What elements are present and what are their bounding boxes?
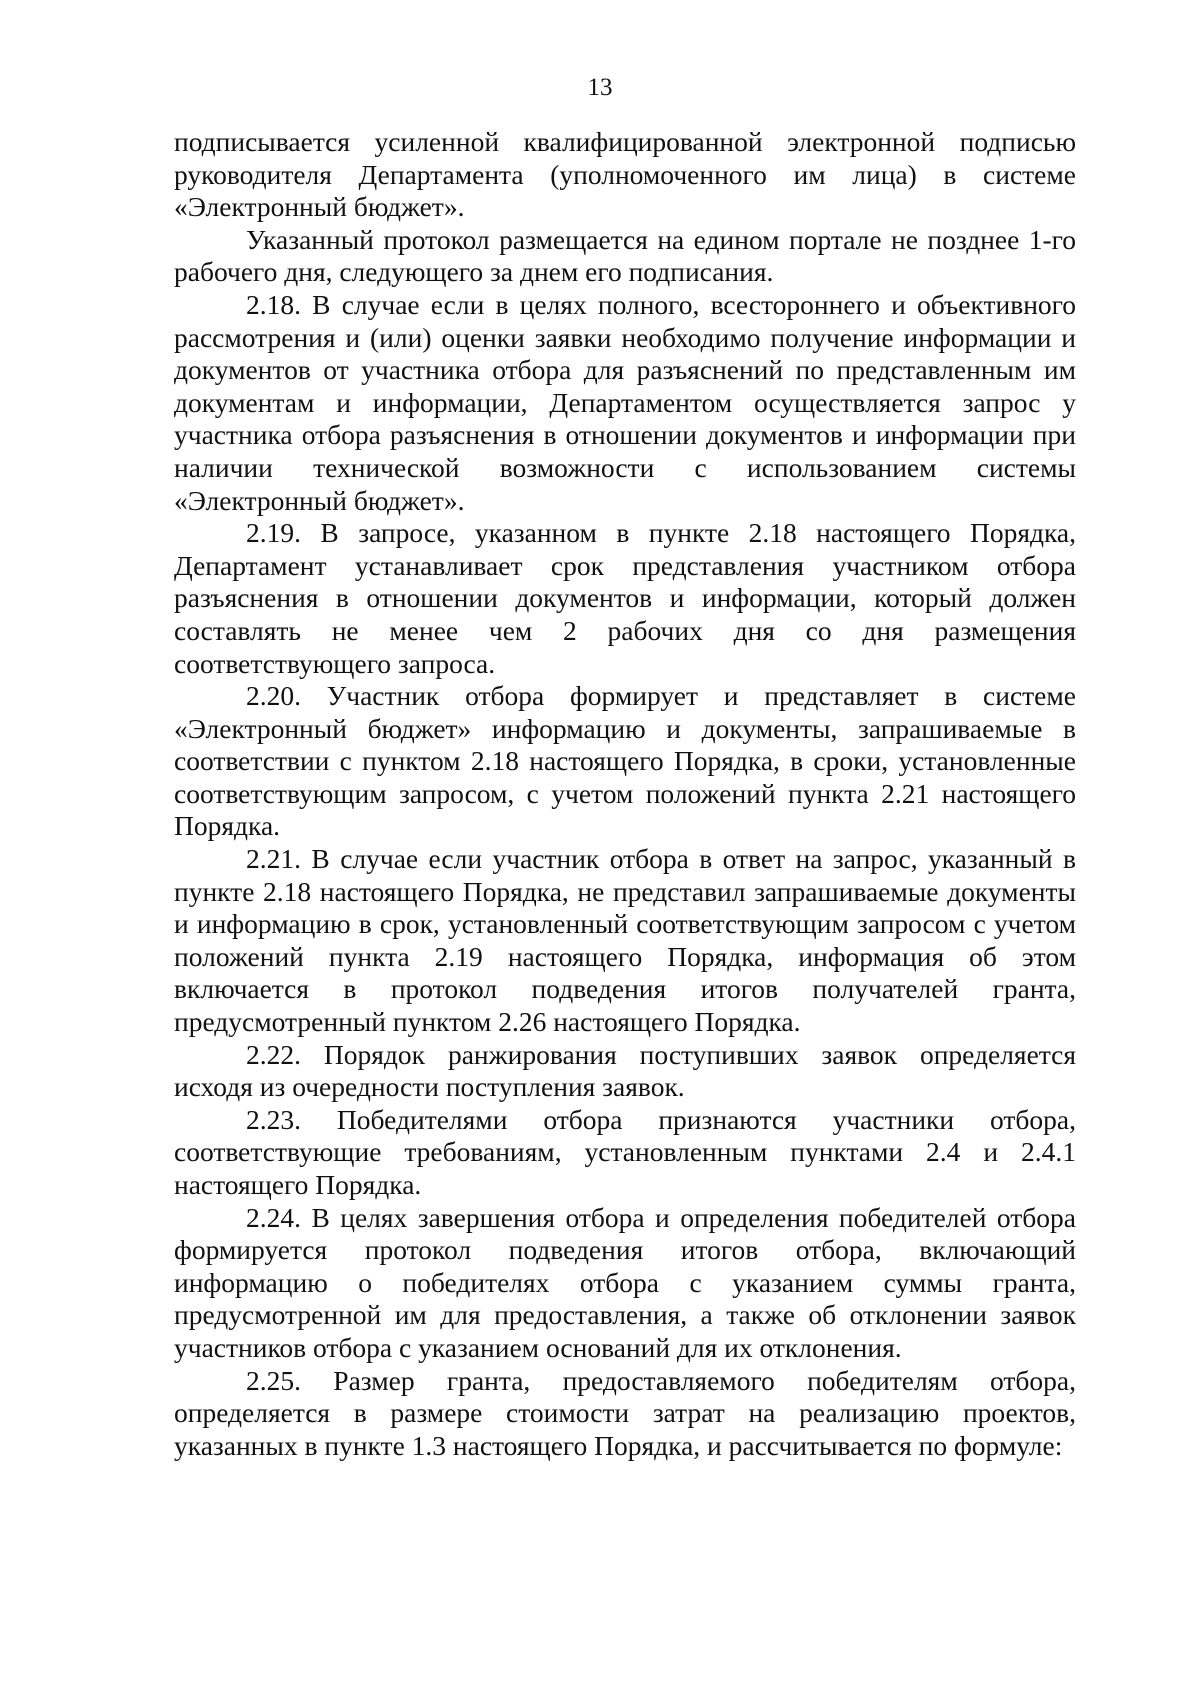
paragraph-2-20: 2.20. Участник отбора формирует и представляет в системе «Электронный бюджет» информацию и документы, запрашиваемые в соответствии с пунктом 2.18 настоящего Порядка, в сроки, установленные соответствующим запросом, с учетом положений пункта 2.21 настоящего Порядка. [174,680,1076,842]
paragraph-2-21: 2.21. В случае если участник отбора в ответ на запрос, указанный в пункте 2.18 настоящего Порядка, не представил запрашиваемые документы и информацию в срок, установленный соответствующим запросом с учетом положений пункта 2.19 настоящего Порядка, информация об этом включается в протокол подведения итогов получателей гранта, предусмотренный пунктом 2.26 настоящего Порядка. [174,843,1076,1038]
paragraph-continuation: подписывается усиленной квалифицированной электронной подписью руководителя Департамента (уполномоченного им лица) в системе «Электронный бюджет». [174,126,1076,223]
page-number: 13 [587,74,613,101]
paragraph-protocol-placement: Указанный протокол размещается на едином портале не позднее 1-го рабочего дня, следующего за днем его подписания. [174,223,1076,288]
paragraph-2-19: 2.19. В запросе, указанном в пункте 2.18 настоящего Порядка, Департамент устанавливает срок представления участником отбора разъяснения в отношении документов и информации, который должен составлять не менее чем 2 рабочих дня со дня размещения соответствующего запроса. [174,517,1076,679]
paragraph-2-24: 2.24. В целях завершения отбора и определения победителей отбора формируется протокол подведения итогов отбора, включающий информацию о победителях отбора с указанием суммы гранта, предусмотренной им для предоставления, а также об отклонении заявок участников отбора с указанием оснований для их отклонения. [174,1201,1076,1363]
paragraph-2-22: 2.22. Порядок ранжирования поступивших заявок определяется исходя из очередности поступления заявок. [174,1038,1076,1103]
document-body [174,126,1076,1462]
paragraph-2-23: 2.23. Победителями отбора признаются участники отбора, соответствующие требованиям, установленным пунктами 2.4 и 2.4.1 настоящего Порядка. [174,1103,1076,1200]
paragraph-2-25: 2.25. Размер гранта, предоставляемого победителям отбора, определяется в размере стоимости затрат на реализацию проектов, указанных в пункте 1.3 настоящего Порядка, и рассчитывается по формуле: [174,1364,1076,1461]
paragraph-2-18: 2.18. В случае если в целях полного, всестороннего и объективного рассмотрения и (или) оценки заявки необходимо получение информации и документов от участника отбора для разъяснений по представленным им документам и информации, Департаментом осуществляется запрос у участника отбора разъяснения в отношении документов и информации при наличии технической возможности с использованием системы «Электронный бюджет». [174,288,1076,516]
